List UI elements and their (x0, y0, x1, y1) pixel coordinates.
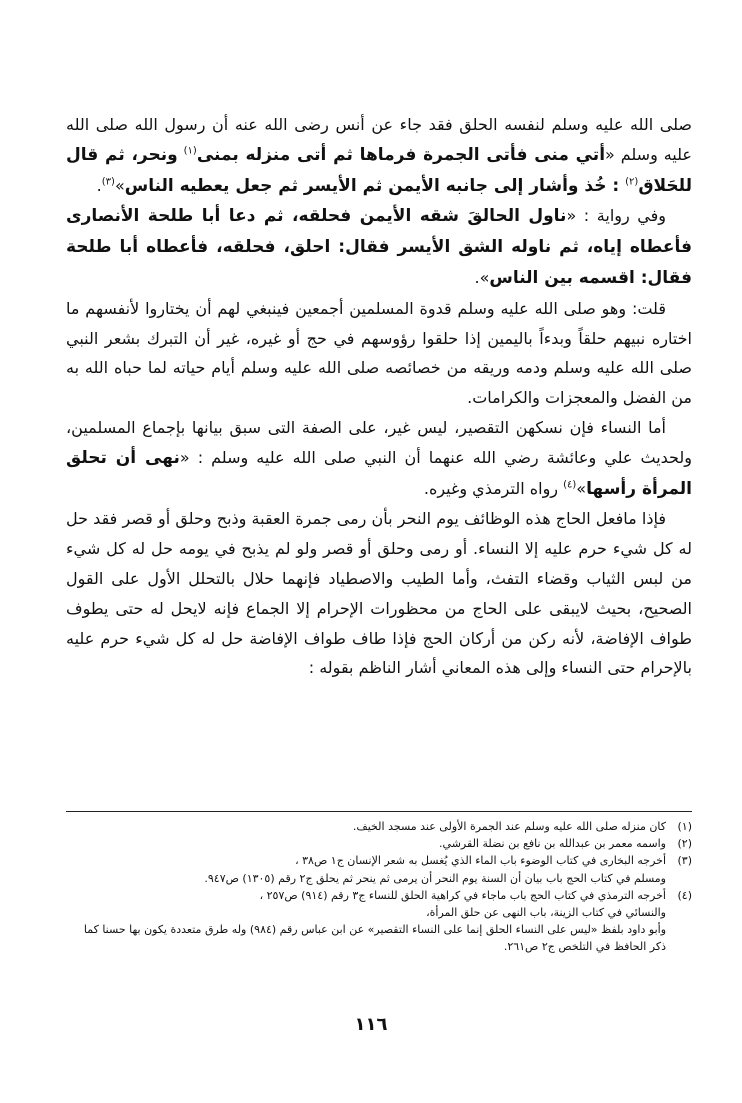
hadith-quote: ناول الحالقَ شقه الأيمن فحلقه، ثم دعا أبا طلحة الأنصارى فأعطاه إياه، ثم ناوله الشق الأيسر فقال: احلق، فحلقه، فأعطاه أبا طلحة فقال: اقسمه بين الناس (66, 206, 692, 288)
hadith-quote: ونحر، ثم قال للحَلاق (66, 144, 692, 196)
footnote (66, 818, 692, 835)
footnote-number: (١) (677, 820, 692, 833)
footnote-continuation: وأبو داود بلفظ «ليس على النساء الحلق إنما على النساء التقصير» عن ابن عباس رقم (٩٨٤) وله طرق متعددة يكون بها حسنا كما ذكر الحافظ في التلخص ج٢ ص٢٦١. (83, 923, 666, 954)
footnote-text: أخرجه الترمذي في كتاب الحج باب ماجاء في كراهية الحلق للنساء ج٣ رقم (٩١٤) ص٢٥٧ ، (259, 888, 666, 902)
hadith-quote: نهى أن تحلق المرأة رأسها (66, 447, 692, 499)
hadith-quote: : خُذ وأشار إلى جانبه الأيمن ثم الأيسر ثم جعل يعطيه الناس (124, 175, 626, 196)
footnote (66, 852, 692, 869)
paragraph-5: فإذا مافعل الحاج هذه الوظائف يوم النحر بأن رمى جمرة العقبة وذبح وحلق أو قصر فقد حل له كل شيء حرم عليه إلا النساء. أو رمى وحلق أو قصر ولو لم يذبح في يومه حل له كل شيء من لبس الثياب وقضاء التفث، وأما الطيب والاصطياد فإنهما حلال بالتحلل الأول على القول الصحيح، بحيث لايبقى على الحاج من محظورات الإحرام إلا الجماع فإنه لايحل له حتى يطوف طواف الإفاضة، لأنه ركن من أركان الحج فإذا طاف طواف الإفاضة حل له كل شيء حرم عليه بالإحرام حتى النساء وإلى هذه المعاني أشار الناظم بقوله : (66, 509, 692, 678)
paragraph-1 (66, 110, 692, 201)
footnote-continuation: ومسلم في كتاب الحج باب بيان أن السنة يوم النحر أن يرمى ثم ينحر ثم يحلق ج٢ رقم (١٣٠٥) ص٩٤٧. (204, 871, 666, 885)
paragraph-4 (66, 413, 692, 504)
text-run: رواه الترمذي وغيره. (423, 478, 564, 498)
footnote-ref[interactable]: (٣) (101, 176, 115, 188)
text-run: » (576, 478, 587, 498)
footnote-number: (٤) (677, 888, 692, 902)
footnote-number: (٣) (677, 854, 692, 868)
paragraph-3: قلت: وهو صلى الله عليه وسلم قدوة المسلمين أجمعين فينبغي لهم أن يختاروا لأنفسهم ما اختاره نبيهم حلقاً وبدءاً باليمين إذا حلقوا رؤوسهم في حج أو غيره، غير أن التبرك بشعر النبي صلى الله عليه وسلم ودمه وريقه من خصائصه صلى الله عليه وسلم أيام حياته لما حباه الله به من الفضل والمعجزات والكرامات. (66, 298, 692, 408)
main-text (66, 110, 692, 683)
page-number: ١١٦ (354, 1014, 388, 1035)
footnote-text: أخرجه البخارى في كتاب الوضوء باب الماء الذي يُغسل به شعر الإنسان ج١ ص٣٨ ، (295, 854, 666, 868)
paragraph-2 (66, 201, 692, 293)
footnote-continuation: والنسائي في كتاب الزينة، باب النهى عن حلق المرأة، (426, 906, 666, 920)
footnote-number: (٢) (677, 837, 692, 851)
footnote-text: كان منزله صلى الله عليه وسلم عند الجمرة الأولى عند مسجد الخيف. (352, 820, 666, 833)
footnote-ref[interactable]: (٢) (625, 176, 639, 188)
text-run: . (96, 175, 102, 195)
footnote (66, 887, 692, 904)
text-run: » (114, 175, 125, 195)
footnote-ref[interactable]: (١) (183, 145, 197, 157)
footnote-ref[interactable]: (٤) (563, 479, 577, 491)
footnote (66, 835, 692, 852)
text-run: صلى الله عليه وسلم لنفسه الحلق فقد جاء عن أنس رضى الله عنه أن رسول الله صلى الله عليه وسلم « (66, 115, 692, 164)
footnotes (66, 818, 692, 956)
footnote-text: واسمه معمر بن عبدالله بن نافع بن نضلة القرشي. (439, 837, 666, 851)
text-run: وفي رواية : « (566, 206, 667, 226)
text-run: أما النساء فإن نسكهن التقصير، ليس غير، على الصفة التى سبق بيانها بإجماع المسلمين، ولحديث علي وعائشة رضي الله عنهما أن النبي صلى الله عليه وسلم : « (66, 417, 692, 467)
text-run: ». (474, 267, 490, 287)
footnote-divider (66, 811, 692, 812)
hadith-quote: أتي منى فأتى الجمرة فرماها ثم أتى منزله بمنى (196, 144, 606, 165)
